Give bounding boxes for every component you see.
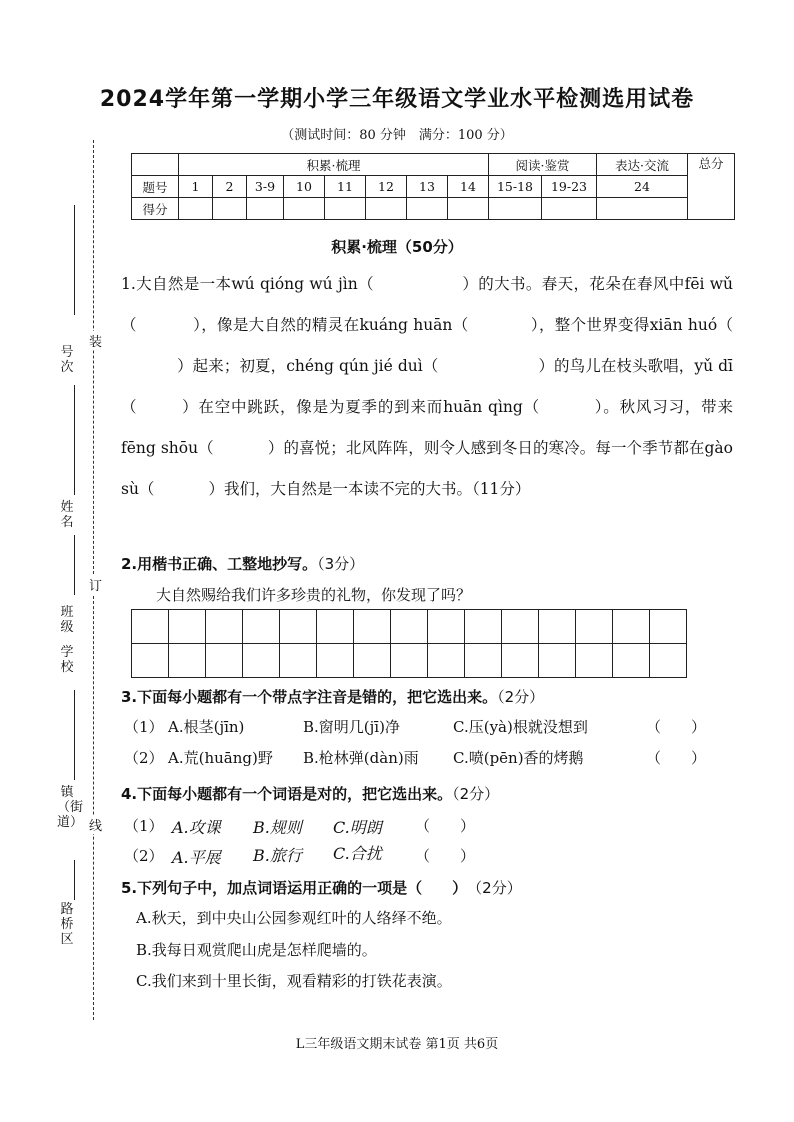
binding-char: 订 <box>89 575 101 594</box>
exam-info: （测试时间：80 分钟 满分：100 分） <box>281 128 513 143</box>
page-title: 2024学年第一学期小学三年级语文学业水平检测选用试卷 <box>99 87 695 112</box>
question-text: 5.下列句子中，加点词语运用正确的一项是（ ） <box>121 879 460 897</box>
grid-cell[interactable] <box>317 644 354 678</box>
grid-cell[interactable] <box>465 610 502 644</box>
grid-cell[interactable] <box>354 644 391 678</box>
q3-option[interactable]: A.荒(huāng)野 <box>168 749 273 767</box>
sidebar-label-class: 班级 <box>60 605 74 635</box>
grid-cell[interactable] <box>576 644 613 678</box>
score-cell[interactable] <box>284 198 325 220</box>
question-text: 4.下面每小题都有一个词语是对的，把它选出来。 <box>121 785 453 803</box>
writing-grid[interactable] <box>131 609 687 678</box>
q4-option[interactable]: A.平展 <box>172 848 221 867</box>
q1-text: ），像是大自然的精灵在kuáng huān（ <box>192 316 469 334</box>
grid-cell[interactable] <box>243 644 280 678</box>
sidebar-label-name: 姓名 <box>60 500 74 530</box>
sidebar-line <box>74 860 75 900</box>
table-item: 11 <box>325 176 366 198</box>
table-cell <box>132 154 179 176</box>
table-item: 14 <box>448 176 489 198</box>
table-item: 15-18 <box>489 176 542 198</box>
q5-option[interactable]: C.我们来到十里长街，观看精彩的打铁花表演。 <box>136 972 452 990</box>
q1-text: ）的喜悦；北风阵阵，则令人感到冬日的寒冷。每一个季节都在gào sù（ <box>121 439 733 498</box>
score-cell[interactable] <box>366 198 407 220</box>
table-group-header: 表达·交流 <box>597 154 688 176</box>
grid-cell[interactable] <box>169 610 206 644</box>
q4-option[interactable]: B.规则 <box>253 818 302 837</box>
grid-cell[interactable] <box>502 610 539 644</box>
sidebar-label-seat-number: 号次 <box>60 345 74 375</box>
grid-cell[interactable] <box>169 644 206 678</box>
answer-bracket[interactable]: （ ） <box>415 817 476 835</box>
grid-cell[interactable] <box>613 644 650 678</box>
question-1 <box>121 264 733 510</box>
q5-option[interactable]: A.秋天，到中央山公园参观红叶的人络绎不绝。 <box>136 909 452 927</box>
grid-cell[interactable] <box>502 644 539 678</box>
answer-bracket[interactable]: （ ） <box>646 718 707 736</box>
score-cell[interactable] <box>407 198 448 220</box>
q1-text: ）在空中跳跃，像是为夏季的到来而huān qìng（ <box>181 398 540 416</box>
question-3-title <box>121 686 544 707</box>
q3-option[interactable]: B.枪林弹(dàn)雨 <box>303 749 419 767</box>
score-cell[interactable] <box>213 198 247 220</box>
grid-cell[interactable] <box>280 644 317 678</box>
q4-option[interactable]: C.明朗 <box>333 818 382 837</box>
question-text: 3.下面每小题都有一个带点字注音是错的，把它选出来。 <box>121 688 498 706</box>
table-item: 12 <box>366 176 407 198</box>
question-5-title <box>121 877 522 898</box>
grid-cell[interactable] <box>539 644 576 678</box>
score-table <box>131 153 735 220</box>
score-cell[interactable] <box>489 198 542 220</box>
grid-cell[interactable] <box>206 610 243 644</box>
table-item: 24 <box>597 176 688 198</box>
sidebar-label-town: 镇（街道） <box>57 785 84 830</box>
question-points: （2分） <box>474 879 522 897</box>
grid-cell[interactable] <box>650 644 687 678</box>
grid-cell[interactable] <box>391 610 428 644</box>
table-item: 19-23 <box>542 176 597 198</box>
q4-num: （2） <box>124 847 164 865</box>
question-text: 2.用楷书正确、工整地抄写。 <box>121 555 318 573</box>
q3-option[interactable]: C.压(yà)根就没想到 <box>453 718 588 736</box>
question-points: （2分） <box>497 688 545 706</box>
binding-char: 线 <box>89 815 101 834</box>
sidebar-line <box>74 385 75 495</box>
q4-num: （1） <box>124 817 164 835</box>
score-cell[interactable] <box>448 198 489 220</box>
q3-option[interactable]: C.喷(pēn)香的烤鹅 <box>453 749 584 767</box>
grid-cell[interactable] <box>132 610 169 644</box>
score-cell[interactable] <box>247 198 284 220</box>
table-row-label: 题号 <box>132 176 179 198</box>
score-cell[interactable] <box>597 198 688 220</box>
q1-text: ）的鸟儿在枝头歌唱，yǔ dī（ <box>121 357 733 416</box>
q3-option[interactable]: B.窗明几(jī)净 <box>303 718 400 736</box>
copy-sentence: 大自然赐给我们许多珍贵的礼物，你发现了吗？ <box>156 586 472 604</box>
grid-cell[interactable] <box>206 644 243 678</box>
table-group-header: 总分 <box>688 154 735 220</box>
sidebar-line <box>74 205 75 315</box>
grid-cell[interactable] <box>132 644 169 678</box>
sidebar-label-school: 学校 <box>60 645 74 675</box>
q3-option[interactable]: A.根茎(jīn) <box>168 718 245 736</box>
sidebar-label-district: 路桥区 <box>60 902 74 947</box>
grid-cell[interactable] <box>465 644 502 678</box>
binding-char: 装 <box>89 331 101 350</box>
table-row-label: 得分 <box>132 198 179 220</box>
table-item: 1 <box>179 176 213 198</box>
sidebar-line <box>74 535 75 595</box>
q3-num: （1） <box>124 718 164 736</box>
score-cell[interactable] <box>179 198 213 220</box>
score-cell[interactable] <box>542 198 597 220</box>
q3-num: （2） <box>124 749 164 767</box>
grid-cell[interactable] <box>354 610 391 644</box>
grid-cell[interactable] <box>428 644 465 678</box>
grid-cell[interactable] <box>576 610 613 644</box>
table-item: 10 <box>284 176 325 198</box>
grid-cell[interactable] <box>391 644 428 678</box>
q5-option[interactable]: B.我每日观赏爬山虎是怎样爬墙的。 <box>136 941 377 959</box>
grid-cell[interactable] <box>613 610 650 644</box>
q4-option[interactable]: C.合扰 <box>333 844 382 863</box>
q1-text: ），整个世界变得xiān huó（ <box>530 316 733 334</box>
section-heading: 积累·梳理（50分） <box>331 238 463 256</box>
question-points: （2分） <box>452 785 500 803</box>
table-item: 13 <box>407 176 448 198</box>
grid-cell[interactable] <box>243 610 280 644</box>
table-item: 2 <box>213 176 247 198</box>
grid-cell[interactable] <box>280 610 317 644</box>
table-group-header: 积累·梳理 <box>179 154 489 176</box>
grid-cell[interactable] <box>650 610 687 644</box>
answer-bracket[interactable]: （ ） <box>646 749 707 767</box>
score-cell[interactable] <box>325 198 366 220</box>
q4-option[interactable]: A.攻课 <box>172 818 221 837</box>
question-2-title <box>121 553 364 574</box>
q1-text: 1.大自然是一本wú qióng wú jìn（ <box>121 275 374 293</box>
grid-cell[interactable] <box>539 610 576 644</box>
answer-bracket[interactable]: （ ） <box>415 847 476 865</box>
grid-cell[interactable] <box>317 610 354 644</box>
page-footer: L三年级语文期末试卷 第1页 共6页 <box>295 1037 499 1052</box>
question-4-title <box>121 783 499 804</box>
q1-text: ）的大书。春天，花朵在春风中fēi wǔ（ <box>121 275 734 334</box>
table-item: 3-9 <box>247 176 284 198</box>
q4-option[interactable]: B.旅行 <box>253 846 302 865</box>
grid-cell[interactable] <box>428 610 465 644</box>
q1-text: ）起来；初夏，chéng qún jié duì（ <box>177 357 439 375</box>
sidebar-line <box>74 690 75 780</box>
table-group-header: 阅读·鉴赏 <box>489 154 597 176</box>
q1-text: ）。秋风习习，带来fēng shōu（ <box>121 398 733 457</box>
question-points: （3分） <box>317 555 365 573</box>
q1-text: ）我们，大自然是一本读不完的大书。（11分） <box>208 480 531 498</box>
